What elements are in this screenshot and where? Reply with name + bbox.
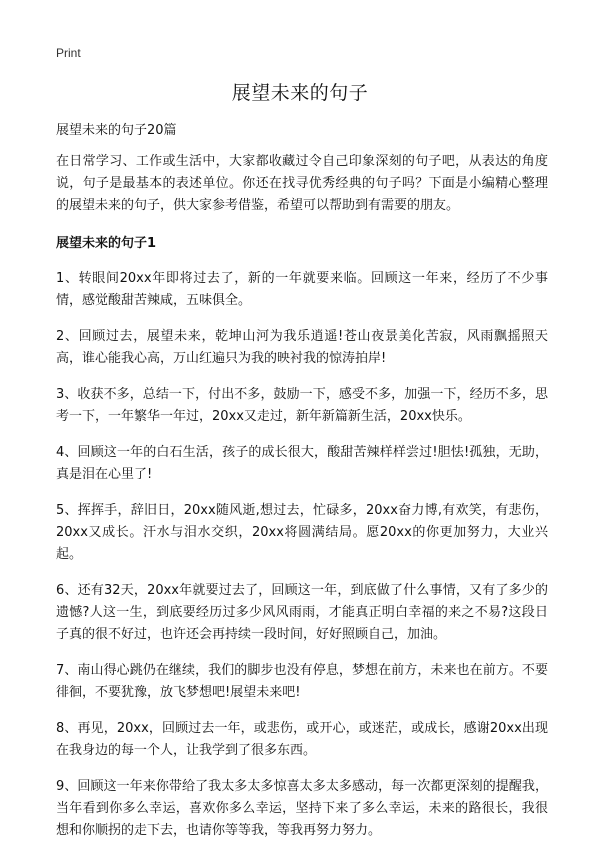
list-item: 9、回顾这一年来你带给了我太多太多惊喜太多太多感动，每一次都更深刻的提醒我，当年看到你多么幸运，喜欢你多么幸运，坚持下来了多么幸运，未来的路很长，我很想和你顺拐的走下去，也请你等等我，等我再努力努力。	[56, 779, 548, 838]
page-title: 展望未来的句子	[231, 82, 369, 104]
section-heading: 展望未来的句子1	[56, 236, 157, 251]
list-item: 2、回顾过去，展望未来，乾坤山河为我乐逍遥!苍山夜景美化苦寂，风雨飘摇照天高，谁心能我心高，万山红遍只为我的映衬我的惊涛拍岸!	[56, 329, 548, 366]
list-item: 5、挥挥手，辞旧日，20xx随风逝,想过去，忙碌多，20xx奋力博,有欢笑，有悲伤，20xx又成长。汗水与泪水交织，20xx将圆满结局。愿20xx的你更加努力，大业兴起。	[56, 503, 548, 562]
list-item: 3、收获不多，总结一下，付出不多，鼓励一下，感受不多，加强一下，经历不多，思考一下，一年繁华一年过，20xx又走过，新年新篇新生活，20xx快乐。	[56, 387, 548, 424]
list-item: 4、回顾这一年的白石生活，孩子的成长很大，酸甜苦辣样样尝过!胆怯!孤独，无助，真是泪在心里了!	[56, 445, 548, 482]
list-item: 1、转眼间20xx年即将过去了，新的一年就要来临。回顾这一年来，经历了不少事情，感觉酸甜苦辣咸，五味俱全。	[56, 271, 548, 308]
article-body	[56, 120, 548, 856]
list-item: 7、南山得心跳仍在继续，我们的脚步也没有停息，梦想在前方，未来也在前方。不要徘徊，不要犹豫，放飞梦想吧!展望未来吧!	[56, 663, 548, 700]
print-link[interactable]: Print	[56, 46, 81, 60]
list-item: 8、再见，20xx，回顾过去一年，或悲伤，或开心，或迷茫，或成长，感谢20xx出现在我身边的每一个人，让我学到了很多东西。	[56, 721, 548, 758]
article-subtitle: 展望未来的句子20篇	[56, 123, 177, 138]
list-item: 6、还有32天，20xx年就要过去了，回顾这一年，到底做了什么事情，又有了多少的遗憾?人这一生，到底要经历过多少风风雨雨，才能真正明白幸福的来之不易?这段日子真的很不好过，也许还会再持续一段时间，好好照顾自己，加油。	[56, 583, 548, 642]
intro-paragraph: 在日常学习、工作或生活中，大家都收藏过令自己印象深刻的句子吧，从表达的角度说，句子是最基本的表述单位。你还在找寻优秀经典的句子吗？下面是小编精心整理的展望未来的句子，供大家参考借鉴，希望可以帮助到有需要的朋友。	[56, 154, 548, 213]
